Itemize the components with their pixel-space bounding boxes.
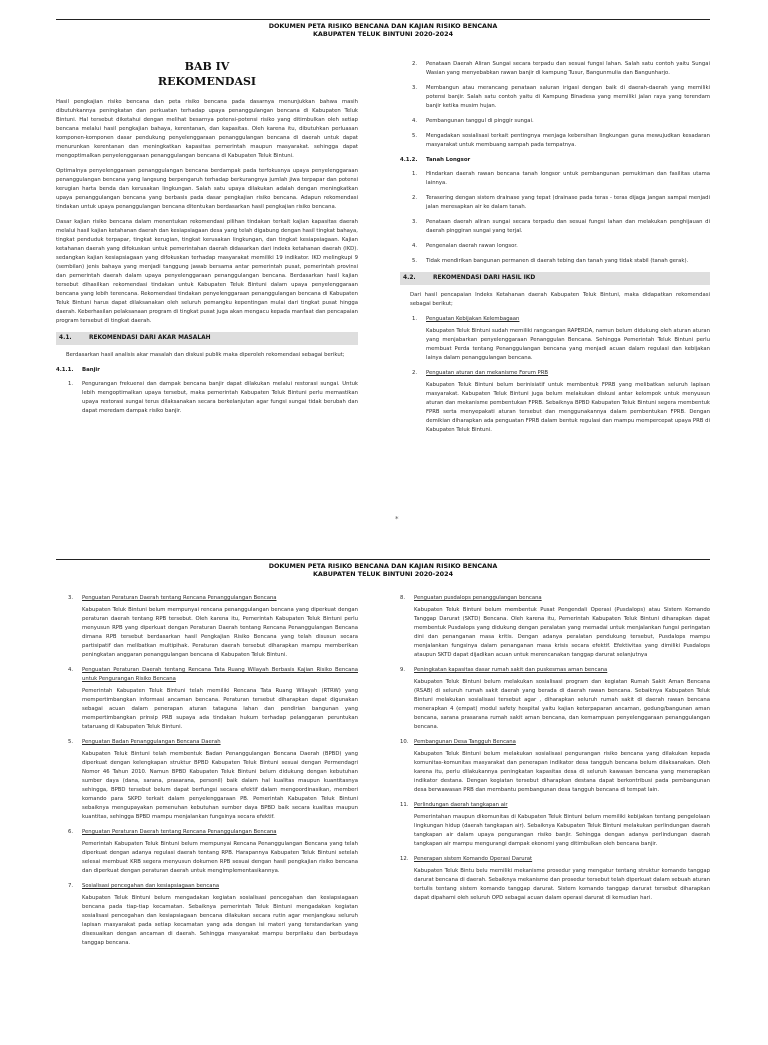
subsection-title: Tanah Longsor <box>426 157 471 163</box>
list-item: 3. Penataan daerah aliran sungai secara terpadu dan sesuai fungsi lahan dan melakukan penghijauan di daerah pinggiran sungai yang terjal. <box>412 219 710 234</box>
list-item-text: Kabupaten Teluk Bintuni belum mempunyai rencana penanggulangan bencana yang diperkuat dengan peraturan daerah tentang RPB tersebut. Oleh karena itu, Pemerintah Kabupaten Teluk Bintuni perlu menyusun RPB yang diperkuat dengan Peraturan Daerah tentang Rencana Penanggulangan Bencana dimana RPB tersebut berdasarkan hasil Pengkajian Risiko Bencana yang telah disusun secara partisipatif dan melibatkan multipihak. Peraturan daerah tersebut diharapkan mampu memberikan peningkatan anggaran penanggulangan bencana di Kabupaten Teluk Bintuni. <box>82 607 358 658</box>
section-intro: Dari hasil pencapaian Indeks Ketahanan daerah Kabupaten Teluk Bintuni, maka didapatkan rekomendasi sebagai berikut; <box>410 292 710 307</box>
list-item-text: Pemerintahan maupun dikomunitas di Kabupaten Teluk Bintuni belum memiliki kebijakan tentang pengelolaan lingkungan hidup (daerah tangkapan air). Sebaiknya Kabupaten Teluk Bintuni melakukan perlindungan daerah tangkapan air dalam upaya pengurangan risiko banjir. Sehingga dengan adanya perlindungan daerah tangkapan air mampu mengurangi dampak ekonomi yang ditimbulkan oleh bencana banjir. <box>414 814 710 847</box>
list-item-title: Penguatan Peraturan Daerah tentang Rencana Penanggulangan Bencana <box>82 829 277 835</box>
header-subtitle: KABUPATEN TELUK BINTUNI 2020-2024 <box>312 30 454 38</box>
list-item-text: Penataan Daerah Aliran Sungai secara terpadu dan sesuai fungsi lahan. Salah satu contoh yaitu Sungai Wasian yang menyebabkan rawan banjir di kampung Tusur, Bangunmulia dan Bangunharjo. <box>426 61 710 76</box>
list-item-text: Tidak mendirikan bangunan permanen di daerah tebing dan tanah yang tidak stabil (tanah gerak). <box>426 258 689 264</box>
list-item-text: Pembangunan tanggul di pinggir sungai. <box>426 118 534 124</box>
page-header <box>56 556 710 578</box>
section-heading-4-2 <box>400 272 710 285</box>
list-item-text: Kabupaten Teluk Bintuni belum melakukan sosialisasi pengurangan risiko bencana yang dilakukan kepada komunitas-komunitas masyarakat dan penerapan indikator desa tangguh bencana belum dilaksanakan. Oleh karena itu, perlu dilakukannya peningkatan kapasitas desa di seluruh kawasan bencana yang menerapkan indikator destana. Dengan kegiatan tersebut diharapkan destana dapat berkontribusi pada pembangunan desa berwawasan PRB dan membantu pembangunan desa tangguh bencana di tempat lain. <box>414 751 710 793</box>
list-item: 4. Pengenalan daerah rawan longsor. <box>412 242 710 251</box>
header-title: DOKUMEN PETA RISIKO BENCANA DAN KAJIAN RISIKO BENCANA <box>268 562 498 570</box>
list-item: 2. Penataan Daerah Aliran Sungai secara terpadu dan sesuai fungsi lahan. Salah satu contoh yaitu Sungai Wasian yang menyebabkan rawan banjir di kampung Tusur, Bangunmulia dan Bangunharjo. <box>412 61 710 76</box>
list-item: 5. Penguatan Badan Penanggulangan Bencana Daerah Kabupaten Teluk Bintuni telah membentuk Badan Penanggulangan Bencana Daerah (BPBD) yang diperkuat dengan kelengkapan struktur BPBD Kabupaten Teluk Bintuni sesuai dengan Permendagri Nomor 46 Tahun 2010. Namun BPBD Kabupaten Teluk Bintuni belum didukung dengan kebutuhan sumber daya (dana, sarana, prasarana, personil) baik dalam hal kualitas maupun kuantitasnya sehingga, BPBD tersebut belum dapat berfungsi secara efektif dalam mengoordinasikan, memberi komando para SKPD terkait dalam penyelenggaraan PB. Pemerintah Kabupaten Teluk Bintuni sebaiknya mengupayakan pemenuhan kebutuhan sumber daya BPBD baik secara kualitas maupun kuantitas, sehingga BPBD mampu menjalankan fungsinya secara efektif. <box>68 739 358 820</box>
header-rule <box>56 19 710 20</box>
document-page-2 <box>0 540 768 1045</box>
list-item-text: Pemerintah Kabupaten Teluk Bintuni belum mempunyai Rencana Penanggulangan Bencana yang telah diperkuat dengan adanya regulasi daerah tentang RPB. Harapannya Kabupaten Teluk Bintuni setelah selesai membuat KRB segera menyusun dokumen RPB sesuai dengan hasil pengkajian risiko bencana dan diperkuat dengan peraturan daerah untuk mengimplementasikannya. <box>82 841 358 874</box>
header-title: DOKUMEN PETA RISIKO BENCANA DAN KAJIAN RISIKO BENCANA <box>268 22 498 30</box>
subsection-number: 4.1.1. <box>56 367 74 373</box>
list-item-title: Pembangunan Desa Tangguh Bencana <box>414 739 516 745</box>
header-rule <box>56 559 710 560</box>
right-column <box>400 594 710 909</box>
list-item-text: Pemerintah Kabupaten Teluk Bintuni telah memiliki Rencana Tata Ruang Wilayah (RTRW) yang mempertimbangkan informasi ancaman bencana. Peraturan tersebut diharapkan dapat digunakan sebagai acuan dalam penerapan aturan tataguna lahan dan pendirian bangunan yang mempertimbangkan prinsip PRB supaya ada tindakan hukum terhadap pelanggaran peruntukan tataruang di Kabupaten Teluk Bintuni. <box>82 688 358 730</box>
left-column <box>56 594 358 954</box>
list-item-text: Kabupaten Teluk Bintuni belum melakukan sosialisasi program dan kegiatan Rumah Sakit Aman Bencana (RSAB) di seluruh rumah sakit daerah yang berada di daerah rawan bencana. Sebaiknya Kabupaten Teluk Bintuni melakukan sosialisasi tersebut agar , diharapkan seluruh rumah sakit di daerah rawan bencana menerapkan 4 (empat) modul safety hospital yaitu kajian keterpaparan ancaman, gedung/bangunan aman bencana, sarana prasarana rumah sakit aman bencana, dan kemampuan penyelenggaraan penanggulangan bencana. <box>414 679 710 730</box>
list-item: 5. Mengadakan sosialisasi terkait pentingnya menjaga kebersihan lingkungan guna mewujudkan kesadaran masyarakat untuk membuang sampah pada tempatnya. <box>412 133 710 148</box>
list-item: 3. Membangun atau merancang penataan saluran irigasi dengan baik di daerah-daerah yang memiliki potensi banjir. Salah satu contoh yaitu di Kampung Binadesa yang memiliki jalan raya yang terendam banjir ketika musim hujan. <box>412 85 710 109</box>
list-item: 4. Penguatan Peraturan Daerah tentang Rencana Tata Ruang Wilayah Berbasis Kajian Risiko Bencana untuk Pengurangan Risiko Bencana Pemerintah Kabupaten Teluk Bintuni telah memiliki Rencana Tata Ruang Wilayah (RTRW) yang mempertimbangkan informasi ancaman bencana. Peraturan tersebut diharapkan dapat digunakan sebagai acuan dalam penerapan aturan tataguna lahan dan pendirian bangunan yang mempertimbangkan prinsip PRB supaya ada tindakan hukum terhadap pelanggaran peruntukan tataruang di Kabupaten Teluk Bintuni. <box>68 667 358 730</box>
subsection-heading-longsor <box>400 156 710 165</box>
section-title: REKOMENDASI DARI AKAR MASALAH <box>89 335 211 341</box>
list-item-title: Penguatan Peraturan Daerah tentang Rencana Penanggulangan Bencana <box>82 595 277 601</box>
page-separator <box>0 515 768 535</box>
list-item-title: Penguatan Kebijakan Kelembagaan <box>426 316 520 322</box>
list-item: 3. Penguatan Peraturan Daerah tentang Rencana Penanggulangan Bencana Kabupaten Teluk Bintuni belum mempunyai rencana penanggulangan bencana yang diperkuat dengan peraturan daerah tentang RPB tersebut. Oleh karena itu, Pemerintah Kabupaten Teluk Bintuni perlu menyusun RPB yang diperkuat dengan Peraturan Daerah tentang Rencana Penanggulangan Bencana dimana RPB tersebut berdasarkan hasil Pengkajian Risiko Bencana yang telah disusun secara partisipatif dan melibatkan multipihak. Peraturan daerah tersebut diharapkan mampu memberikan peningkatan anggaran penanggulangan bencana di Kabupaten Teluk Bintuni. <box>68 595 358 658</box>
page-header <box>56 16 710 38</box>
list-item: 1. Hindarkan daerah rawan bencana tanah longsor untuk pembangunan pemukiman dan fasilitas utama lainnya. <box>412 171 710 186</box>
list-item-text: Pengenalan daerah rawan longsor. <box>426 243 518 249</box>
list-item: 5. Tidak mendirikan bangunan permanen di daerah tebing dan tanah yang tidak stabil (tanah gerak). <box>412 257 710 266</box>
separator-mark: * <box>395 515 399 523</box>
section-number: 4.1. <box>59 335 72 341</box>
list-item-title: Penguatan aturan dan mekanisme Forum PRB <box>426 370 549 376</box>
list-item-title: Penerapan sistem Komando Operasi Darurat <box>414 856 533 862</box>
list-item-text: Penataan daerah aliran sungai secara terpadu dan sesuai fungsi lahan dan melakukan penghijauan di daerah pinggiran sungai yang terjal. <box>426 219 710 234</box>
list-item-text: Kabupaten Teluk Bintuni belum membentuk Pusat Pengendali Operasi (Pusdalops) atau Sistem Komando Tanggap Darurat (SKTD) Bencana. Oleh karena itu, Pemerintah Kabupaten Teluk Bintuni diharapkan dapat membentuk Pusdalops yang didukung dengan peralatan yang memadai untuk menjalankan fungsi peringatan dini dan penanganan masa kritis. Dengan adanya peralatan pendukung tersebut, Pusdalops mampu menjalankan fungsinya dalam penanganan masa krisis secara efektif. Efektivitas yang dimiliki Pusdalops ataupun SKTD dapat dijadikan acuan untuk merencanakan tanggap darurat selanjutnya <box>414 607 710 658</box>
paragraph: Dasar kajian risiko bencana dalam menentukan rekomendasi pilihan tindakan terkait kajian kapasitas daerah melalui hasil kajian ketahanan daerah dan kesiapsiagaan desa yang telah digabung dengan hasil tingkat bahaya, tingkat penduduk terpapar, tingkat kerugian, tingkat kerusakan lingkungan, dan tingkat kesiapsiagaan. Kajian ketahanan daerah yang difokuskan untuk pemerintahan daerah didasarkan dari indeks ketahanan daerah (IKD). sedangkan kajian kesiapsiagaan yang difokuskan terhadap masyarakat memiliki 19 indikator. IKD melingkupi 9 (sembilan) jenis bahaya yang menjadi tanggung jawab bersama antar pemerintah pusat, pemerintah provinsi dan pemerintah daerah dalam upaya penyelenggaraan penanggulangan bencana. Berdasarkan hasil kajian tersebut dihasilkan rekomendasi tindakan untuk Kabupaten Teluk Bintuni dalam upaya penyelenggaraan bencana yang lebih terencana. Rekomendasi tindakan penyelenggaraan penanggulangan bencana di Kabupaten Teluk Bintuni harus dapat dilaksanakan oleh seluruh pemangku kepentingan mulai dari tingkat pusat hingga daerah. Keberhasilan pelaksanaan program di tingkat pusat juga akan mengacu kepada manfaat dan pencapaian program tersebut di tingkat daerah. <box>56 219 358 324</box>
list-item-title: Penguatan pusdalops penanggulangan bencana <box>414 595 542 601</box>
subsection-number: 4.1.2. <box>400 157 418 163</box>
list-item-title: Sosialisasi pencegahan dan kesiapsiagaan bencana <box>82 883 220 889</box>
list-item-title: Penguatan Peraturan Daerah tentang Rencana Tata Ruang Wilayah Berbasis Kajian Risiko Bencana untuk Pengurangan Risiko Bencana <box>82 667 358 682</box>
section-number: 4.2. <box>403 275 416 281</box>
list-item-text: Kabupaten Teluk Bintuni telah membentuk Badan Penanggulangan Bencana Daerah (BPBD) yang diperkuat dengan kelengkapan struktur BPBD Kabupaten Teluk Bintuni sesuai dengan Permendagri Nomor 46 Tahun 2010. Namun BPBD Kabupaten Teluk Bintuni belum didukung dengan kebutuhan sumber daya (dana, sarana, prasarana, personil) baik dalam hal kualitas maupun kuantitasnya sehingga, BPBD tersebut belum dapat berfungsi secara efektif dalam mengoordinasikan, memberi komando para SKPD terkait dalam penyelenggaraan PB. Pemerintah Kabupaten Teluk Bintuni sebaiknya mengupayakan pemenuhan kebutuhan sumber daya BPBD baik secara kualitas maupun kuantitas, sehingga BPBD mampu menjalankan fungsinya secara efektif. <box>82 751 358 820</box>
list-item-text: Terasering dengan sistem drainase yang tepat (drainase pada teras - teras dijaga jangan sampai menjadi jalan meresapkan air ke dalam tanah. <box>426 195 710 210</box>
list-item: 2. Penguatan aturan dan mekanisme Forum PRB Kabupaten Teluk Bintuni belum berinisiatif untuk membentuk FPRB yang melibatkan seluruh lapisan masyarakat. Kabupaten Teluk Bintuni juga belum melakukan diskusi antar kelompok untuk menyusun aturan dan mekanisme pembentukan FPRB. Sebaiknya BPBD Kabupaten Teluk Bintuni segera membentuk FPRB serta menyepakati aturan tersebut dan menggunakannya dalam pembentukan FPRB. Dengan demikian diharapkan ada penguatan FPRB dalam bentuk regulasi dan mampu mempercepat upaya PRB di Kabupaten Teluk Bintuni. <box>412 370 710 433</box>
section-heading-4-1 <box>56 332 358 345</box>
list-item-text: Kabupaten Teluk Bintuni belum mengadakan kegiatan sosialisasi pencegahan dan kesiapsiagaan bencana pada tiap-tiap kecamatan. Sebaiknya pemerintah Teluk Bintuni mengadakan kegiatan sosialisasi pencegahan dan kesiapsiagaan bencana dilakukan secara rutin agar menjangkau seluruh lapisan masyarakat pada setiap kecamatan yang ada dengan isi materi yang terstandarkan yang disesuaikan dengan ancaman di daerah. Sehingga masyarakat mampu berprilaku dan berbudaya tanggap bencana. <box>82 895 358 946</box>
list-item-text: Kabupaten Teluk Bintu belu memiliki mekanisme prosedur yang mengatur tentang struktur komando tanggap darurat bencana di daerah. Sebaiknya mekanisme dan prosedur tersebut telah diperkuat dalam sebuah aturan tertulis tentang sistem komando tanggap darurat. Sistem komando tanggap darurat tersebut diharapkan dapat dipahami oleh seluruh OPD sebagai acuan dalam operasi darurat di kemudian hari. <box>414 868 710 901</box>
list-item-text: Mengadakan sosialisasi terkait pentingnya menjaga kebersihan lingkungan guna mewujudkan kesadaran masyarakat untuk membuang sampah pada tempatnya. <box>426 133 710 148</box>
list-item: 1. Pengurangan frekuensi dan dampak bencana banjir dapat dilakukan melalui restorasi sungai. Untuk lebih mengoptimalkan upaya tersebut, maka pemerintah Kabupaten Teluk Bintuni perlu memastikan upaya restorasi sungai terus dilaksanakan secara berkelanjutan agar fungsi sungai tidak berubah dan dapat meredam dampak risiko banjir. <box>68 381 358 414</box>
list-item: 6. Penguatan Peraturan Daerah tentang Rencana Penanggulangan Bencana Pemerintah Kabupaten Teluk Bintuni belum mempunyai Rencana Penanggulangan Bencana yang telah diperkuat dengan adanya regulasi daerah tentang RPB. Harapannya Kabupaten Teluk Bintuni setelah selesai membuat KRB segera menyusun dokumen RPB sesuai dengan hasil pengkajian risiko bencana dan diperkuat dengan peraturan daerah untuk mengimplementasikannya. <box>68 829 358 874</box>
list-item: 12. Penerapan sistem Komando Operasi Darurat Kabupaten Teluk Bintu belu memiliki mekanisme prosedur yang mengatur tentang struktur komando tanggap darurat bencana di daerah. Sebaiknya mekanisme dan prosedur tersebut telah diperkuat dalam sebuah aturan tertulis tentang sistem komando tanggap darurat. Sistem komando tanggap darurat tersebut diharapkan dapat dipahami oleh seluruh OPD sebagai acuan dalam operasi darurat di kemudian hari. <box>400 856 710 901</box>
list-item-title: Peningkatan kapasitas dasar rumah sakit dan puskesmas aman bencana <box>414 667 608 673</box>
list-item: 9. Peningkatan kapasitas dasar rumah sakit dan puskesmas aman bencana Kabupaten Teluk Bintuni belum melakukan sosialisasi program dan kegiatan Rumah Sakit Aman Bencana (RSAB) di seluruh rumah sakit daerah yang berada di daerah rawan bencana. Sebaiknya Kabupaten Teluk Bintuni melakukan sosialisasi tersebut agar , diharapkan seluruh rumah sakit di daerah rawan bencana menerapkan 4 (empat) modul safety hospital yaitu kajian keterpaparan ancaman, gedung/bangunan aman bencana, sarana prasarana rumah sakit aman bencana, dan kemampuan penyelenggaraan penanggulangan bencana. <box>400 667 710 730</box>
paragraph: Optimalnya penyelenggaraan penanggulangan bencana berdampak pada terfokusnya upaya penyelenggaraan penanggulangan bencana yang langsung berpengaruh terhadap berkurangnya jumlah jiwa terpapar dan potensi kerugian harta benda dan kerusakan lingkungan. Salah satu upaya dilakukan adalah dengan meningkatkan upaya penanggulangan bencana yang berbasis pada dasar pengkajian risiko bencana. Adapun rekomendasi tindakan untuk upaya penanggulangan bencana ditentukan berdasarkan hasil pengkajian risiko bencana. <box>56 168 358 210</box>
list-item: 8. Penguatan pusdalops penanggulangan bencana Kabupaten Teluk Bintuni belum membentuk Pusat Pengendali Operasi (Pusdalops) atau Sistem Komando Tanggap Darurat (SKTD) Bencana. Oleh karena itu, Pemerintah Kabupaten Teluk Bintuni diharapkan dapat membentuk Pusdalops yang didukung dengan peralatan yang memadai untuk menjalankan fungsi peringatan dini dan penanganan masa kritis. Dengan adanya peralatan pendukung tersebut, Pusdalops mampu menjalankan fungsinya dalam penanganan masa krisis secara efektif. Efektivitas yang dimiliki Pusdalops ataupun SKTD dapat dijadikan acuan untuk merencanakan tanggap darurat selanjutnya <box>400 595 710 658</box>
list-item: 10. Pembangunan Desa Tangguh Bencana Kabupaten Teluk Bintuni belum melakukan sosialisasi pengurangan risiko bencana yang dilakukan kepada komunitas-komunitas masyarakat dan penerapan indikator desa tangguh bencana belum dilaksanakan. Oleh karena itu, perlu dilakukannya peningkatan kapasitas desa di seluruh kawasan bencana yang menerapkan indikator destana. Dengan kegiatan tersebut diharapkan destana dapat berkontribusi pada pembangunan desa berwawasan PRB dan membantu pembangunan desa tangguh bencana di tempat lain. <box>400 739 710 793</box>
subsection-title: Banjir <box>82 367 100 373</box>
subsection-heading-banjir <box>56 366 358 375</box>
document-page-1 <box>0 0 768 505</box>
header-subtitle: KABUPATEN TELUK BINTUNI 2020-2024 <box>312 570 454 578</box>
list-item-text: Pengurangan frekuensi dan dampak bencana banjir dapat dilakukan melalui restorasi sungai. Untuk lebih mengoptimalkan upaya tersebut, maka pemerintah Kabupaten Teluk Bintuni perlu memastikan upaya restorasi sungai terus dilaksanakan secara berkelanjutan agar fungsi sungai tidak berubah dan dapat meredam dampak risiko banjir. <box>82 381 358 414</box>
chapter-number: BAB IV <box>184 60 230 73</box>
right-column <box>400 60 710 441</box>
list-item-text: Membangun atau merancang penataan saluran irigasi dengan baik di daerah-daerah yang memiliki potensi banjir. Salah satu contoh yaitu di Kampung Binadesa yang memiliki jalan raya yang terendam banjir ketika musim hujan. <box>426 85 710 109</box>
left-column <box>56 58 358 422</box>
list-item-title: Perlindungan daerah tangkapan air <box>414 802 508 808</box>
paragraph: Hasil pengkajian risiko bencana dan peta risiko bencana pada dasarnya menunjukkan bahwa masih dibutuhkannya peningkatan dan perkuatan terhadap upaya penanggulangan bencana di Kabupaten Teluk Bintuni. Hal tersebut diketahui dengan melihat besarnya potensi-potensi risiko yang ditimbulkan oleh setiap bencana melalui hasil pengkajian bahaya, kerentanan, dan kapasitas. Oleh karena itu, dibutuhkan perluasan komponen-komponen dasar pendukung penyelenggaraan penanggulangan bencana di daerah untuk dapat menurunkan kerentanan dan meningkatkan kapasitas pemerintah maupun masyarakat. sehingga dapat mengoptimalkan penyelenggaraan penanggulangan bencana di Kabupaten Teluk Bintuni. <box>56 99 358 159</box>
chapter-title: REKOMENDASI <box>157 75 257 88</box>
list-item-text: Hindarkan daerah rawan bencana tanah longsor untuk pembangunan pemukiman dan fasilitas utama lainnya. <box>426 171 710 186</box>
list-item: 2. Terasering dengan sistem drainase yang tepat (drainase pada teras - teras dijaga jangan sampai menjadi jalan meresapkan air ke dalam tanah. <box>412 195 710 210</box>
list-item-title: Penguatan Badan Penanggulangan Bencana Daerah <box>82 739 221 745</box>
list-item: 1. Penguatan Kebijakan Kelembagaan Kabupaten Teluk Bintuni sudah memiliki rangcangan RAPERDA, namun belum didukung oleh aturan aturan yang menjabarkan penyelenggaraan Penanggulan Bencana. Sehingga Pemerintah Teluk Bintuni perlu membuat Perda tentang Penanggulangan bencana yang menjadi acuan dalam regulasi dan kebijakan lainya dalam penanggulangan bencana. <box>412 316 710 361</box>
section-intro: Berdasarkan hasil analisis akar masalah dan diskusi publik maka diperoleh rekomendasi sebagai berikut; <box>66 352 345 358</box>
list-item-text: Kabupaten Teluk Bintuni sudah memiliki rangcangan RAPERDA, namun belum didukung oleh aturan aturan yang menjabarkan penyelenggaraan Penanggulan Bencana. Sehingga Pemerintah Teluk Bintuni perlu membuat Perda tentang Penanggulangan bencana yang menjadi acuan dalam regulasi dan kebijakan lainya dalam penanggulangan bencana. <box>426 328 710 361</box>
list-item: 7. Sosialisasi pencegahan dan kesiapsiagaan bencana Kabupaten Teluk Bintuni belum mengadakan kegiatan sosialisasi pencegahan dan kesiapsiagaan bencana pada tiap-tiap kecamatan. Sebaiknya pemerintah Teluk Bintuni mengadakan kegiatan sosialisasi pencegahan dan kesiapsiagaan bencana dilakukan secara rutin agar menjangkau seluruh lapisan masyarakat pada setiap kecamatan yang ada dengan isi materi yang terstandarkan yang disesuaikan dengan ancaman di daerah. Sehingga masyarakat mampu berprilaku dan berbudaya tanggap bencana. <box>68 883 358 946</box>
list-item: 11. Perlindungan daerah tangkapan air Pemerintahan maupun dikomunitas di Kabupaten Teluk Bintuni belum memiliki kebijakan tentang pengelolaan lingkungan hidup (daerah tangkapan air). Sebaiknya Kabupaten Teluk Bintuni melakukan perlindungan daerah tangkapan air dalam upaya pengurangan risiko banjir. Sehingga dengan adanya perlindungan daerah tangkapan air mampu mengurangi dampak ekonomi yang ditimbulkan oleh bencana banjir. <box>400 802 710 847</box>
section-title: REKOMENDASI DARI HASIL IKD <box>433 275 536 281</box>
list-item: 4. Pembangunan tanggul di pinggir sungai. <box>412 117 710 126</box>
list-item-text: Kabupaten Teluk Bintuni belum berinisiatif untuk membentuk FPRB yang melibatkan seluruh lapisan masyarakat. Kabupaten Teluk Bintuni juga belum melakukan diskusi antar kelompok untuk menyusun aturan dan mekanisme pembentukan FPRB. Sebaiknya BPBD Kabupaten Teluk Bintuni segera membentuk FPRB serta menyepakati aturan tersebut dan menggunakannya dalam pembentukan FPRB. Dengan demikian diharapkan ada penguatan FPRB dalam bentuk regulasi dan mampu mempercepat upaya PRB di Kabupaten Teluk Bintuni. <box>426 382 710 433</box>
